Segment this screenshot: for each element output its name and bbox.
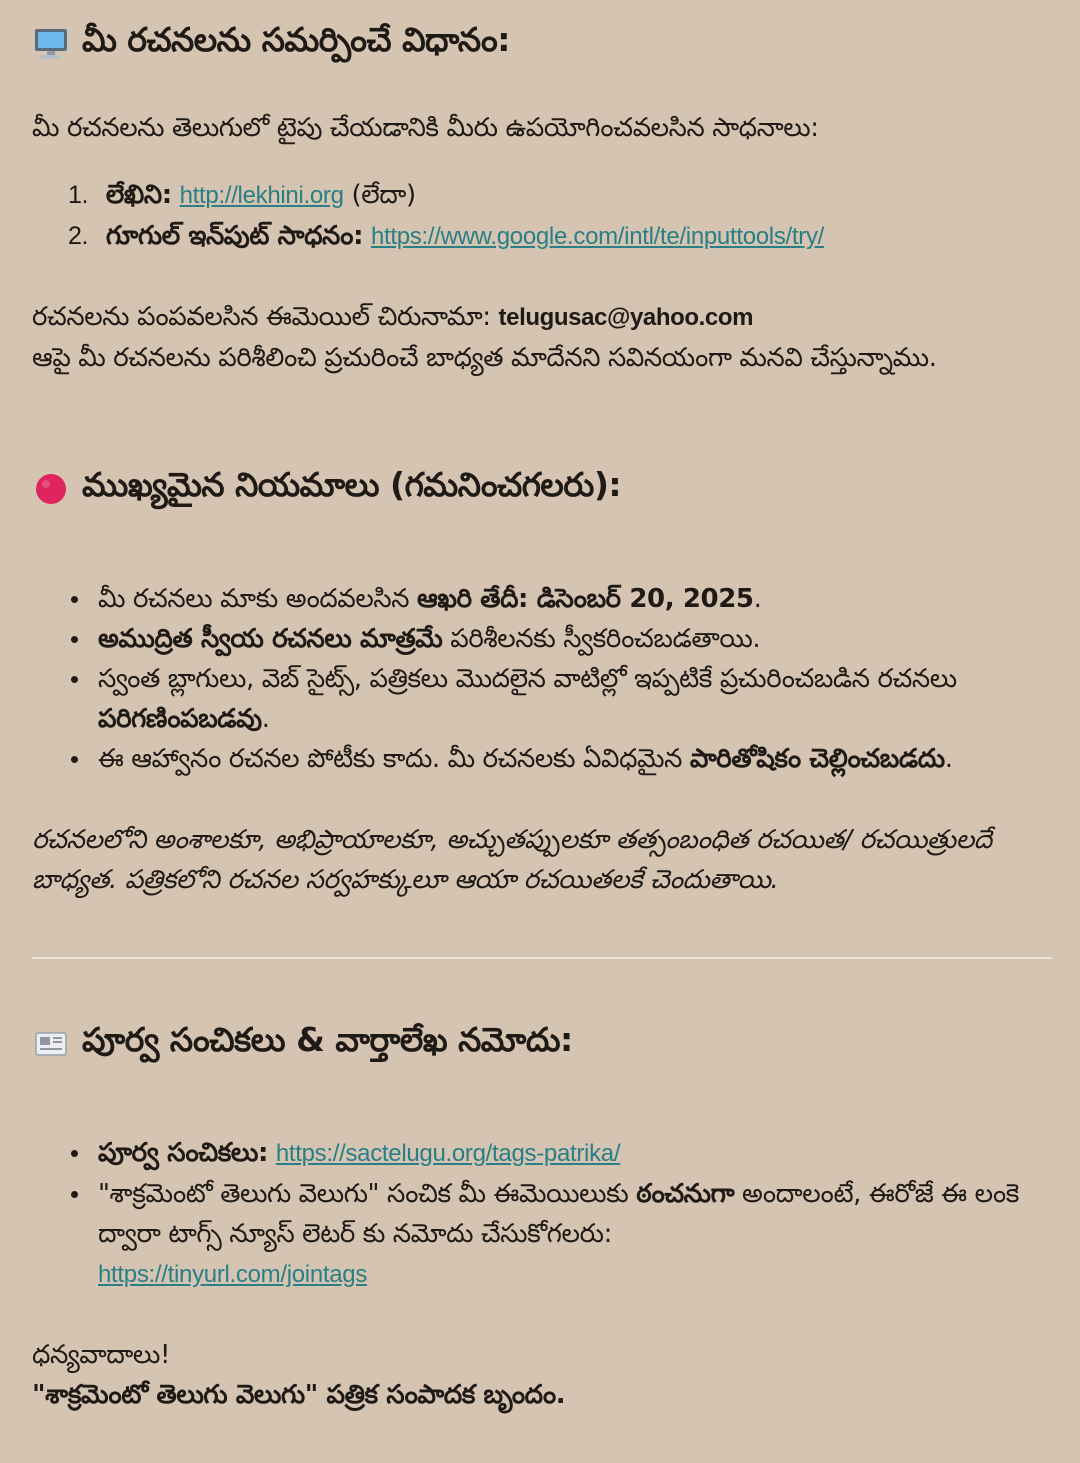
archive-section-title: పూర్వ సంచికలు & వార్తాలేఖ నమోదు: xyxy=(82,1020,573,1059)
newsletter-text: అందాలంటే, ఈరోజే ఈ లంకె ద్వారా టాగ్స్ న్యూస్ లెటర్ కు నమోదు చేసుకోగలరు: xyxy=(98,1179,1019,1249)
rule-text: . xyxy=(944,744,953,774)
newsletter-text: "శాక్రమెంటో తెలుగు వెలుగు" సంచిక మీ ఈమెయిలుకు xyxy=(98,1179,629,1209)
archive-section-heading xyxy=(32,1020,573,1067)
list-item xyxy=(68,579,1053,619)
tool-name: లేఖిని: xyxy=(105,180,172,210)
archive-link[interactable]: https://sactelugu.org/tags-patrika/ xyxy=(275,1140,621,1167)
list-item xyxy=(68,739,1053,779)
tool-suffix: (లేదా) xyxy=(351,180,416,210)
rule-text: . xyxy=(261,704,270,734)
thanks-text: ధన్యవాదాలు! xyxy=(32,1340,170,1370)
google-inputtools-link[interactable]: https://www.google.com/intl/te/inputtools/try/ xyxy=(370,223,825,250)
red-circle-icon xyxy=(32,472,70,506)
archive-list xyxy=(68,1133,1053,1295)
email-address: telugusac@yahoo.com xyxy=(498,304,754,331)
rules-list xyxy=(68,579,1053,779)
footer xyxy=(32,1335,1052,1415)
disclaimer: రచనలలోని అంశాలకూ, అభిప్రాయాలకూ, అచ్చుతప్పులకూ తత్సంబంధిత రచయిత/ రచయిత్రులదే బాధ్యత. పత్రికలోని రచనల సర్వహక్కులూ ఆయా రచయితలకే చెందుతాయి. xyxy=(32,825,992,895)
rule-text: ఈ ఆహ్వానం రచనల పోటీకు కాదు. మీ రచనలకు ఏవిధమైన xyxy=(98,744,683,774)
list-item xyxy=(68,175,1053,216)
list-item xyxy=(68,216,1053,257)
editorial-signature: "శాక్రమెంటో తెలుగు వెలుగు" పత్రిక సంపాదక బృందం. xyxy=(32,1380,566,1410)
rule-emphasis: పారితోషికం చెల్లించబడదు xyxy=(689,744,945,774)
review-note: ఆపై మీ రచనలను పరిశీలించి ప్రచురించే బాధ్యత మాదేనని సవినయంగా మనవి చేస్తున్నాము. xyxy=(32,343,937,373)
lekhini-link[interactable]: http://lekhini.org xyxy=(179,182,344,209)
rule-text: పరిశీలనకు స్వీకరించబడతాయి. xyxy=(450,624,761,654)
newspaper-icon xyxy=(32,1027,70,1061)
tools-intro: మీ రచనలను తెలుగులో టైపు చేయడానికి మీరు ఉపయోగించవలసిన సాధనాలు: xyxy=(32,113,819,143)
list-item xyxy=(68,1133,1053,1174)
divider xyxy=(32,957,1052,959)
list-number: 2. xyxy=(68,222,89,250)
email-label: రచనలను పంపవలసిన ఈమెయిల్ చిరునామా: xyxy=(32,302,491,332)
tools-list xyxy=(68,175,1053,257)
newsletter-emphasis: ఠంచనుగా xyxy=(636,1179,735,1209)
newsletter-link[interactable]: https://tinyurl.com/jointags xyxy=(98,1261,368,1288)
list-number: 1. xyxy=(68,181,89,209)
deadline-text: ఆఖరి తేదీ: డిసెంబర్ 20, 2025 xyxy=(417,584,754,614)
list-item xyxy=(68,1174,1053,1295)
rule-text: . xyxy=(753,584,762,614)
rule-text: మీ రచనలు మాకు అందవలసిన xyxy=(98,584,410,614)
list-item xyxy=(68,659,1053,739)
rule-text: స్వంత బ్లాగులు, వెబ్ సైట్స్, పత్రికలు మొదలైన వాటిల్లో ఇప్పటికే ప్రచురించబడిన రచనలు xyxy=(98,664,957,694)
rule-emphasis: పరిగణింపబడవు xyxy=(98,704,262,734)
list-item xyxy=(68,619,1053,659)
rules-section-heading xyxy=(32,465,621,512)
rules-section-title: ముఖ్యమైన నియమాలు (గమనించగలరు): xyxy=(82,465,622,504)
tool-name: గూగుల్ ఇన్‌పుట్ సాధనం: xyxy=(105,221,364,251)
submit-section-heading xyxy=(32,20,510,67)
archive-label: పూర్వ సంచికలు: xyxy=(98,1138,268,1168)
desktop-computer-icon xyxy=(32,27,70,61)
rule-emphasis: అముద్రిత స్వీయ రచనలు మాత్రమే xyxy=(98,624,443,654)
submit-section-title: మీ రచనలను సమర్పించే విధానం: xyxy=(82,20,510,59)
email-paragraph xyxy=(32,297,1052,378)
